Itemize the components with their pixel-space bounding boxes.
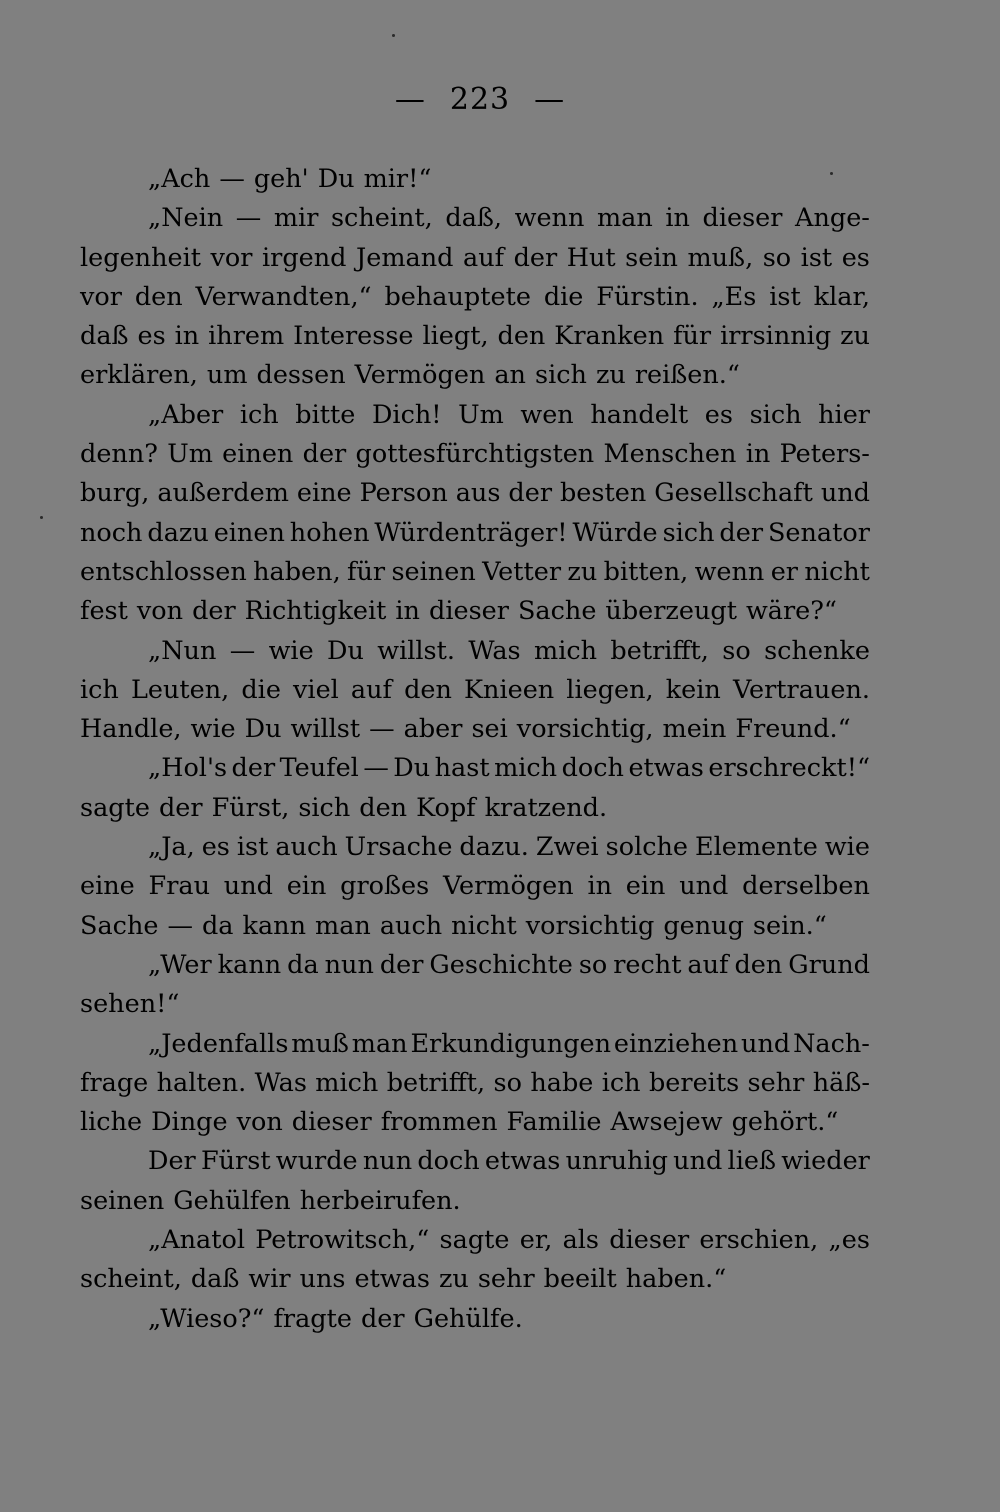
word: Dich!	[371, 399, 442, 430]
word: vor	[210, 242, 253, 273]
word: —	[363, 753, 389, 784]
word: wäre?“	[745, 596, 837, 627]
text-line	[80, 867, 870, 906]
word: man	[351, 1028, 408, 1059]
word: Gehülfen	[173, 1185, 291, 1216]
word: den	[734, 949, 783, 980]
word: wir	[248, 1264, 291, 1295]
word: zu	[595, 360, 626, 391]
word: so	[762, 242, 792, 273]
word: Richtigkeit	[244, 596, 387, 627]
text-line	[80, 396, 870, 435]
word: Gesellschaft	[654, 478, 813, 509]
word: gottesfürchtigsten	[355, 439, 595, 470]
word: Würdenträger!	[374, 517, 568, 548]
word: ich	[239, 399, 279, 430]
word: ist	[236, 832, 269, 863]
word: auch	[275, 832, 338, 863]
word: Was	[468, 635, 521, 666]
word: ich	[80, 674, 119, 705]
word: „Ja,	[148, 832, 195, 863]
text-line	[80, 435, 870, 474]
word: die	[543, 281, 584, 312]
word: haben.“	[625, 1264, 727, 1295]
word: häß-	[812, 1067, 870, 1098]
word: Person	[359, 478, 448, 509]
word: und	[223, 871, 273, 902]
word: und	[741, 1028, 791, 1059]
word: „Wieso?“	[148, 1303, 265, 1334]
word: bitten,	[603, 556, 689, 587]
word: vorsichtig,	[516, 714, 654, 745]
word: irrsinnig	[720, 321, 832, 352]
word: der	[158, 792, 203, 823]
word: mein	[662, 714, 727, 745]
word: wenn	[694, 556, 765, 587]
word: uns	[299, 1264, 346, 1295]
word: —	[219, 164, 245, 194]
word: in	[174, 321, 200, 352]
text-line	[80, 278, 870, 317]
word: solche	[605, 832, 689, 863]
word: überzeugt	[605, 596, 737, 627]
word: bitte	[295, 399, 356, 430]
word: Um	[458, 399, 504, 430]
word: Elemente	[694, 832, 818, 863]
word: und	[679, 871, 729, 902]
word: Sache	[80, 910, 159, 941]
word: ein	[286, 871, 327, 902]
word: Geschichte	[429, 949, 573, 980]
word: der	[508, 478, 553, 509]
word: frage	[80, 1067, 149, 1098]
word: der	[192, 596, 236, 627]
word: Fürst	[200, 1146, 271, 1177]
word: Würde	[572, 517, 658, 548]
word: auf	[463, 242, 505, 273]
word: halten.	[156, 1067, 247, 1098]
word: ist	[769, 281, 801, 312]
word: für	[673, 321, 712, 352]
word: auf	[350, 674, 392, 705]
word: genug	[663, 910, 744, 941]
word: bereits	[648, 1067, 740, 1098]
word: ein	[625, 871, 666, 902]
word: „Hol's	[148, 753, 228, 784]
word: Verwandten,“	[195, 281, 372, 312]
word: etwas	[354, 1264, 430, 1295]
word: behauptete	[384, 281, 531, 312]
text-line	[80, 1142, 870, 1181]
word: als	[562, 1225, 600, 1256]
word: doch	[417, 1146, 480, 1177]
word: wen	[520, 399, 574, 430]
word: der	[513, 242, 558, 273]
word: kann	[217, 949, 282, 980]
word: kratzend.	[484, 792, 608, 823]
word: einen	[213, 517, 285, 548]
text-line	[80, 592, 870, 631]
word: dazu	[147, 517, 209, 548]
word: es	[137, 321, 166, 352]
word: Du	[327, 635, 364, 666]
word: so	[722, 635, 751, 666]
word: der	[360, 1303, 405, 1334]
word: der	[302, 439, 347, 470]
word: habe	[530, 1067, 594, 1098]
text-line	[80, 553, 870, 592]
word: mir	[273, 203, 319, 234]
word: muß,	[687, 242, 754, 273]
text-line	[80, 160, 870, 199]
word: nun	[362, 1146, 413, 1177]
text-line	[80, 946, 870, 985]
word: frommen	[380, 1107, 498, 1138]
word: burg,	[80, 478, 150, 509]
word: einziehen	[613, 1028, 739, 1059]
word: Grund	[788, 949, 870, 980]
word: Vermögen	[442, 871, 574, 902]
word: fragte	[273, 1303, 352, 1334]
word: etwas	[484, 1146, 561, 1177]
word: aus	[455, 478, 501, 509]
word: Um	[167, 439, 213, 470]
word: Du	[244, 714, 282, 745]
text-line	[80, 985, 870, 1024]
text-line	[80, 1182, 870, 1221]
word: daß,	[445, 203, 503, 234]
word: einen	[222, 439, 294, 470]
word: es	[201, 832, 230, 863]
word: Teufel	[279, 753, 359, 784]
word: entschlossen	[80, 556, 247, 587]
word: in	[665, 203, 690, 234]
word: mich	[315, 1067, 379, 1098]
word: wieder	[781, 1146, 870, 1177]
word: „Es	[711, 281, 757, 312]
word: reißen.“	[634, 360, 740, 391]
word: Fürstin.	[596, 281, 699, 312]
word: um	[206, 360, 248, 391]
word: daß	[80, 321, 129, 352]
word: Awsejew	[610, 1107, 723, 1138]
word: sich	[749, 399, 802, 430]
word: Erkundigungen	[410, 1028, 612, 1059]
word: dieser	[609, 1225, 690, 1256]
word: mich	[534, 635, 598, 666]
word: noch	[80, 517, 143, 548]
word: dazu.	[459, 832, 529, 863]
text-line	[80, 474, 870, 513]
word: scheint,	[330, 203, 433, 234]
word: auch	[379, 910, 443, 941]
word: muß	[291, 1028, 349, 1059]
text-line	[80, 907, 870, 946]
word: so	[578, 949, 608, 980]
word: man	[596, 203, 653, 234]
word: es	[841, 242, 870, 273]
word: willst	[290, 714, 361, 745]
word: wurde	[275, 1146, 358, 1177]
word: Was	[254, 1067, 307, 1098]
word: wie	[824, 832, 870, 863]
word: von	[236, 1107, 283, 1138]
word: sein	[625, 242, 678, 273]
word: Sache	[517, 596, 597, 627]
word: seinen	[80, 1185, 165, 1216]
word: vorsichtig	[525, 910, 655, 941]
word: sehr	[747, 1067, 805, 1098]
word: außerdem	[157, 478, 289, 509]
word: Ange-	[795, 203, 870, 234]
text-line	[80, 1300, 870, 1339]
word: —	[229, 635, 256, 666]
word: Dinge	[151, 1107, 228, 1138]
word: der	[379, 949, 424, 980]
word: kein	[665, 674, 721, 705]
word: sehr	[477, 1264, 535, 1295]
word: Freund.“	[735, 714, 851, 745]
word: haben,	[253, 556, 341, 587]
word: eine	[296, 478, 352, 509]
word: Menschen	[603, 439, 737, 470]
word: auf	[687, 949, 729, 980]
word: ließ	[727, 1146, 776, 1177]
word: —	[369, 714, 395, 745]
word: doch	[561, 753, 624, 784]
page-header	[0, 82, 960, 117]
text-line	[80, 239, 870, 278]
word: willst.	[377, 635, 455, 666]
word: Senator	[767, 517, 870, 548]
text-line	[80, 1103, 870, 1142]
text-line	[80, 1260, 870, 1299]
text-line	[80, 671, 870, 710]
word: und	[673, 1146, 723, 1177]
print-speck	[392, 34, 395, 37]
word: Du	[393, 753, 431, 784]
word: Frau	[148, 871, 211, 902]
word: sagte	[80, 792, 150, 823]
word: der	[719, 517, 764, 548]
word: Leuten,	[130, 674, 230, 705]
word: sagte	[439, 1225, 510, 1256]
word: an	[494, 360, 526, 391]
word: den	[404, 674, 452, 705]
word: ihrem	[208, 321, 285, 352]
word: eine	[80, 871, 135, 902]
word: es	[704, 399, 733, 430]
word: nicht	[451, 910, 517, 941]
word: wenn	[514, 203, 585, 234]
word: —	[167, 910, 193, 941]
word: dieser	[702, 203, 783, 234]
word: daß	[190, 1264, 240, 1295]
word: sich	[298, 792, 351, 823]
word: gehört.“	[731, 1107, 839, 1138]
word: zu	[567, 556, 598, 587]
word: Kopf	[416, 792, 476, 823]
word: —	[235, 203, 262, 234]
word: geh'	[253, 164, 309, 194]
word: zu	[840, 321, 870, 352]
word: und	[820, 478, 870, 509]
header-dash-left: —	[394, 82, 426, 117]
word: erschien,	[699, 1225, 819, 1256]
word: Peters-	[779, 439, 870, 470]
word: dieser	[291, 1107, 372, 1138]
word: irgend	[262, 242, 347, 273]
print-speck	[830, 172, 833, 175]
page-number: 223	[449, 82, 511, 117]
word: nun	[324, 949, 374, 980]
word: sich	[662, 517, 715, 548]
word: Vertrauen.	[732, 674, 870, 705]
word: herbeirufen.	[299, 1185, 461, 1216]
word: Zwei	[535, 832, 599, 863]
word: Familie	[506, 1107, 602, 1138]
word: Vetter	[482, 556, 562, 587]
word: mich	[494, 753, 558, 784]
word: ist	[800, 242, 833, 273]
text-line	[80, 1064, 870, 1103]
word: Petrowitsch,“	[255, 1225, 430, 1256]
word: Jemand	[356, 242, 454, 273]
word: betrifft,	[386, 1067, 486, 1098]
word: sei	[471, 714, 508, 745]
word: den	[359, 792, 408, 823]
word: man	[315, 910, 371, 941]
word: für	[347, 556, 386, 587]
word: ich	[601, 1067, 641, 1098]
word: großes	[340, 871, 430, 902]
word: Der	[148, 1146, 196, 1177]
word: liegen,	[566, 674, 654, 705]
word: „Anatol	[148, 1225, 246, 1256]
text-line	[80, 199, 870, 238]
print-speck	[40, 516, 43, 519]
word: sich	[535, 360, 587, 391]
word: hast	[434, 753, 490, 784]
header-dash-right: —	[534, 82, 566, 117]
word: Gehülfe.	[413, 1303, 523, 1334]
word: die	[241, 674, 281, 705]
word: von	[136, 596, 184, 627]
word: klar,	[813, 281, 870, 312]
word: er,	[519, 1225, 553, 1256]
word: „Jedenfalls	[148, 1028, 289, 1059]
word: aber	[403, 714, 463, 745]
word: scheint,	[80, 1264, 182, 1295]
word: da	[287, 949, 319, 980]
word: den	[134, 281, 183, 312]
word: handelt	[590, 399, 689, 430]
word: „Wer	[148, 949, 212, 980]
word: hohen	[289, 517, 370, 548]
word: in	[395, 596, 420, 627]
word: legenheit	[80, 242, 202, 273]
text-line	[80, 356, 870, 395]
word: derselben	[742, 871, 870, 902]
word: besten	[559, 478, 647, 509]
word: hier	[818, 399, 870, 430]
word: der	[231, 753, 276, 784]
word: recht	[613, 949, 682, 980]
word: liegt,	[422, 321, 489, 352]
text-line	[80, 514, 870, 553]
word: betrifft,	[610, 635, 709, 666]
word: da	[201, 910, 234, 941]
word: zu	[438, 1264, 469, 1295]
word: den	[497, 321, 546, 352]
word: „Nein	[148, 203, 224, 234]
word: vor	[80, 281, 122, 312]
word: Hut	[566, 242, 616, 273]
word: in	[587, 871, 613, 902]
text-line	[80, 710, 870, 749]
word: fest	[80, 596, 128, 627]
body-text	[80, 160, 870, 1339]
word: Ursache	[344, 832, 453, 863]
word: liche	[80, 1107, 143, 1138]
word: sehen!“	[80, 989, 180, 1020]
word: erschreckt!“	[708, 753, 870, 784]
word: nicht	[804, 556, 870, 587]
word: sein.“	[752, 910, 827, 941]
text-line	[80, 317, 870, 356]
word: dieser	[429, 596, 509, 627]
word: beeilt	[543, 1264, 617, 1295]
word: Fürst,	[211, 792, 290, 823]
text-line	[80, 749, 870, 788]
word: „Aber	[148, 399, 224, 430]
word: Kranken	[554, 321, 665, 352]
text-line	[80, 632, 870, 671]
word: in	[745, 439, 771, 470]
word: kann	[242, 910, 307, 941]
word: schenke	[764, 635, 870, 666]
text-line	[80, 1025, 870, 1064]
word: Interesse	[293, 321, 414, 352]
text-line	[80, 1221, 870, 1260]
text-line	[80, 789, 870, 828]
word: „es	[828, 1225, 870, 1256]
word: wie	[268, 635, 314, 666]
word: „Ach	[148, 164, 211, 194]
word: erklären,	[80, 360, 198, 391]
word: Handle,	[80, 714, 182, 745]
word: dessen	[256, 360, 346, 391]
word: „Nun	[148, 635, 217, 666]
word: wie	[190, 714, 236, 745]
word: viel	[293, 674, 339, 705]
word: Knieen	[463, 674, 555, 705]
word: Vermögen	[354, 360, 486, 391]
word: mir!“	[363, 164, 432, 194]
word: denn?	[80, 439, 158, 470]
word: etwas	[628, 753, 704, 784]
word: seinen	[391, 556, 476, 587]
text-line	[80, 828, 870, 867]
word: unruhig	[565, 1146, 668, 1177]
word: Nach-	[793, 1028, 870, 1059]
word: er	[770, 556, 798, 587]
word: so	[493, 1067, 522, 1098]
word: Du	[317, 164, 355, 194]
